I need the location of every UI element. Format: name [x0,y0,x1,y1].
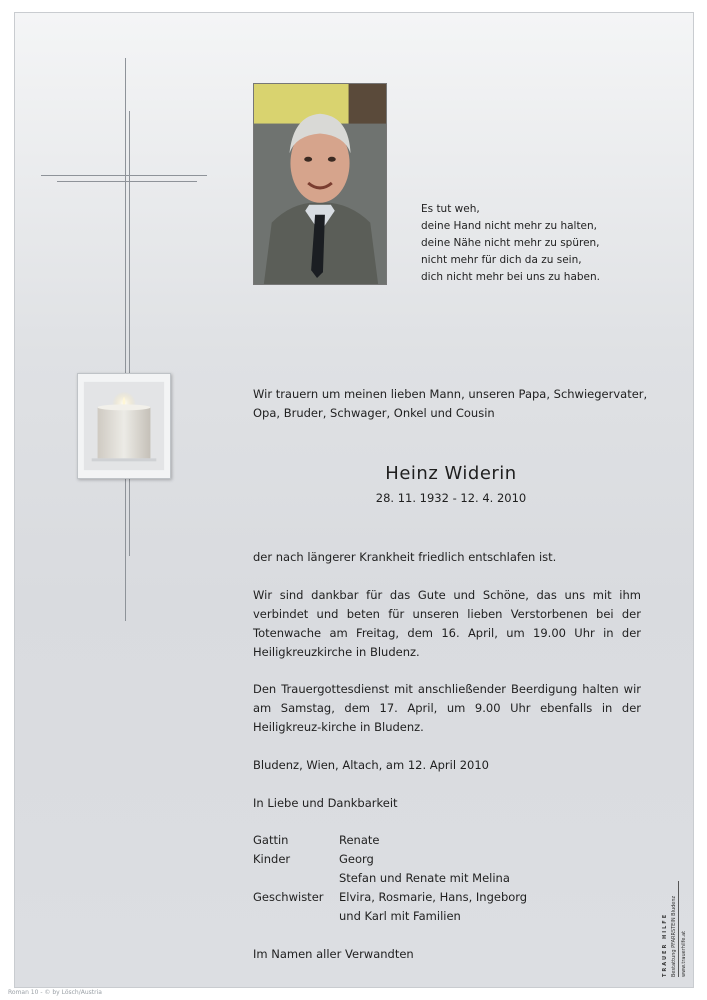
cross-horizontal-line [41,175,207,176]
survivor-names: Renate [339,833,380,847]
paragraph-passing: der nach längerer Krankheit friedlich entschlafen ist. [253,550,557,564]
survivor-names: Stefan und Renate mit Melina [339,871,510,885]
survivor-row [253,831,527,850]
survivor-row [253,907,527,926]
survivor-names: Georg [339,852,374,866]
logo-divider [678,881,679,977]
poem-line: nicht mehr für dich da zu sein, [421,254,582,266]
intro-text [253,385,647,423]
survivor-names: und Karl mit Familien [339,909,461,923]
intro-line: Opa, Bruder, Schwager, Onkel und Cousin [253,406,495,420]
survivor-row [253,869,527,888]
poem-line: deine Hand nicht mehr zu halten, [421,220,598,232]
poem-line: Es tut weh, [421,203,480,215]
survivor-relation: Kinder [253,852,291,866]
deceased-name: Heinz Widerin [385,463,517,484]
logo-line: www.trauerhilfe.at [681,930,687,977]
poem-line: dich nicht mehr bei uns zu haben. [421,271,601,283]
obituary-card [14,12,694,988]
survivor-row [253,888,527,907]
survivor-names: Elvira, Rosmarie, Hans, Ingeborg [339,890,528,904]
funeral-home-logo [661,881,691,977]
cross-horizontal-line-inner [57,181,197,182]
poem-line: deine Nähe nicht mehr zu spüren, [421,237,600,249]
closing-phrase: In Liebe und Dankbarkeit [253,796,398,810]
portrait-photo [253,83,387,285]
paragraph-vigil: Wir sind dankbar für das Gute und Schöne, das uns mit ihm verbindet und beten für unseren lieben Verstorbenen bei der Totenwache am Freitag, dem 16. April, um 19.00 Uhr in der Heiligkreuzkirche in Bludenz. [253,588,641,659]
survivor-row [253,850,527,869]
place-date: Bludenz, Wien, Altach, am 12. April 2010 [253,758,489,772]
survivor-relation: Geschwister [253,890,324,904]
signature-line: Im Namen aller Verwandten [253,947,414,961]
intro-line: Wir trauern um meinen lieben Mann, unseren Papa, Schwiegervater, [253,387,648,401]
poem [421,201,600,286]
candle-image [77,373,171,479]
survivor-relation [253,869,339,888]
logo-line: Bestattung PFARRSTEIN Bludenz [671,895,677,977]
survivor-relation [253,907,339,926]
paragraph-funeral: Den Trauergottesdienst mit anschließender Beerdigung halten wir am Samstag, dem 17. April, um 9.00 Uhr ebenfalls in der Heiligkreuz-kirche in Bludenz. [253,682,641,734]
survivors-list [253,831,527,926]
life-dates: 28. 11. 1932 - 12. 4. 2010 [375,491,527,505]
survivor-relation: Gattin [253,833,289,847]
cross-vertical-line-inner [129,111,130,556]
logo-line: TRAUER HILFE [662,912,668,977]
cross-vertical-line [125,58,126,621]
footer-note: Roman 10 - © by Lösch/Austria [8,989,102,996]
